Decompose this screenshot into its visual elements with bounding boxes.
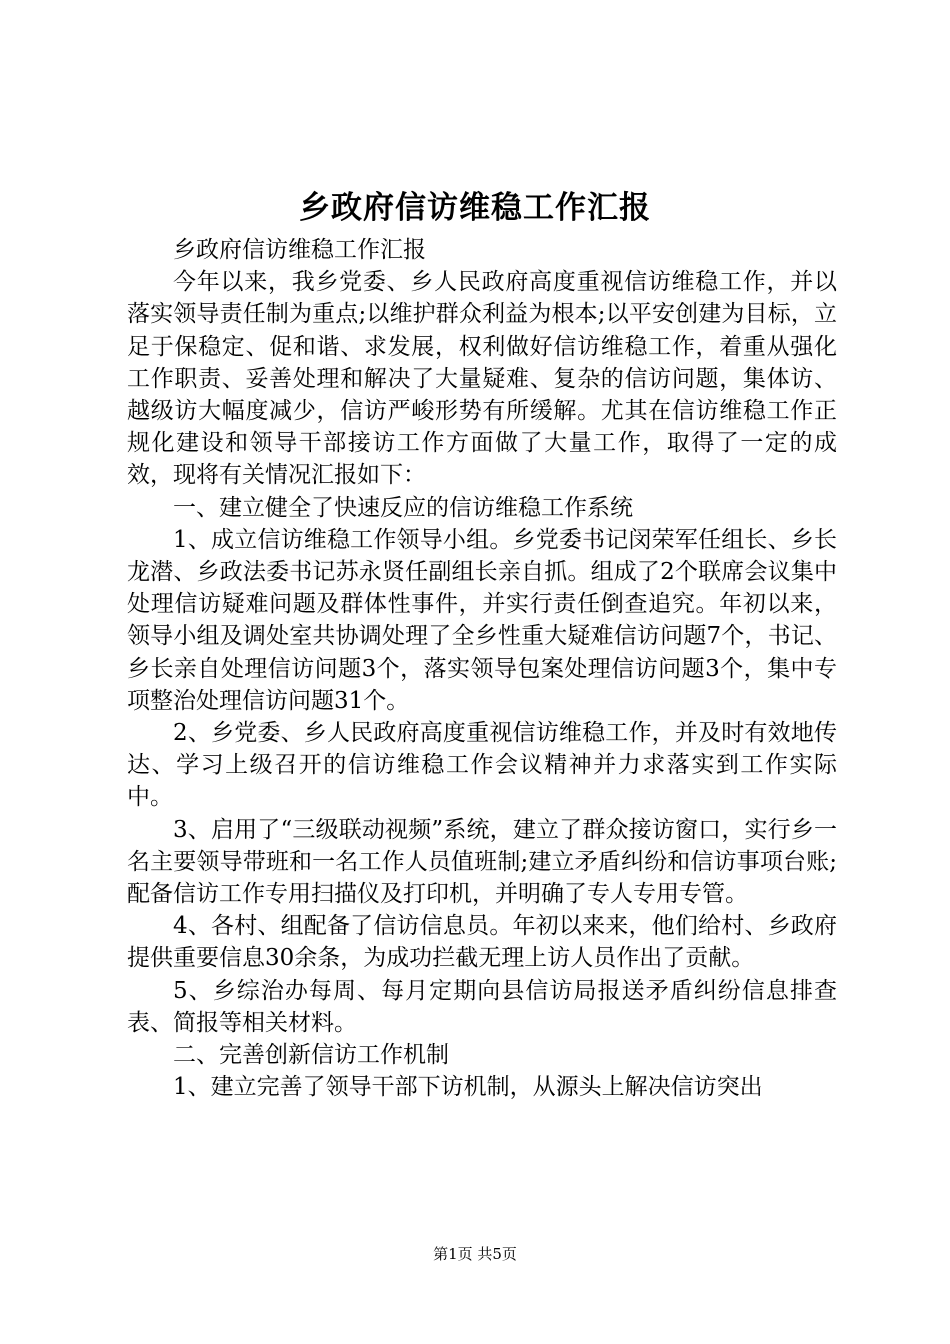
paragraph-subtitle: 乡政府信访维稳工作汇报 xyxy=(173,237,426,263)
page-footer: 第1页 共5页 xyxy=(433,1245,517,1263)
paragraph-item-1-5: 5、乡综治办每周、每月定期向县信访局报送矛盾纠纷信息排查表、简报等相关材料。 xyxy=(127,977,837,1036)
document-body xyxy=(127,234,837,1103)
section-heading-1: 一、建立健全了快速反应的信访维稳工作系统 xyxy=(173,494,633,521)
paragraph-item-1-2: 2、乡党委、乡人民政府高度重视信访维稳工作，并及时有效地传达、学习上级召开的信访维稳工作会议精神并力求落实到工作实际中。 xyxy=(127,720,837,811)
paragraph-item-1-4: 4、各村、组配备了信访信息员。年初以来来，他们给村、乡政府提供重要信息30余条，为成功拦截无理上访人员作出了贡献。 xyxy=(127,913,837,972)
document-title: 乡政府信访维稳工作汇报 xyxy=(299,190,651,226)
paragraph-item-2-1: 1、建立完善了领导干部下访机制，从源头上解决信访突出 xyxy=(173,1074,763,1101)
paragraph-item-1-1: 1、成立信访维稳工作领导小组。乡党委书记闵荣军任组长、乡长龙潜、乡政法委书记苏永贤任副组长亲自抓。组成了2个联席会议集中处理信访疑难问题及群体性事件，并实行责任倒查追究。年初以来，领导小组及调处室共协调处理了全乡性重大疑难信访问题7个，书记、乡长亲自处理信访问题3个，落实领导包案处理信访问题3个，集中专项整治处理信访问题31个。 xyxy=(127,526,837,714)
paragraph-item-1-3: 3、启用了“三级联动视频”系统，建立了群众接访窗口，实行乡一名主要领导带班和一名工作人员值班制;建立矛盾纠纷和信访事项台账;配备信访工作专用扫描仪及打印机，并明确了专人专用专管。 xyxy=(127,816,837,908)
section-heading-2: 二、完善创新信访工作机制 xyxy=(173,1042,449,1069)
paragraph-intro: 今年以来，我乡党委、乡人民政府高度重视信访维稳工作，并以落实领导责任制为重点;以维护群众利益为根本;以平安创建为目标，立足于保稳定、促和谐、求发展，权利做好信访维稳工作，着重从强化工作职责、妥善处理和解决了大量疑难、复杂的信访问题，集体访、越级访大幅度减少，信访严峻形势有所缓解。尤其在信访维稳工作正规化建设和领导干部接访工作方面做了大量工作，取得了一定的成效，现将有关情况汇报如下： xyxy=(127,269,837,489)
